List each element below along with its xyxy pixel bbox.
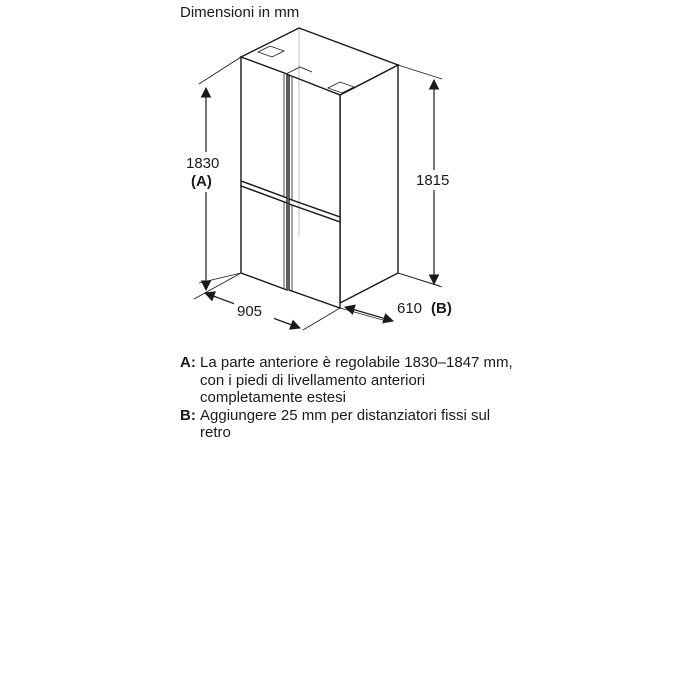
width-value: 905 [237, 303, 263, 320]
depth-arrow [345, 307, 393, 321]
upper-right-door [289, 75, 340, 217]
height-front-marker: (A) [191, 173, 212, 190]
note-b [180, 407, 520, 442]
witness-width-right [303, 308, 340, 330]
height-back-value: 1815 [416, 172, 450, 189]
fridge-illustration [241, 28, 398, 308]
fridge-side-face [340, 65, 398, 303]
witness-front-top [199, 57, 241, 84]
note-b-key: B: [180, 406, 196, 424]
note-a-key: A: [180, 354, 196, 371]
upper-left-door [241, 57, 287, 198]
witness-width-left [194, 273, 241, 299]
witness-back-top [398, 65, 442, 79]
note-a [180, 354, 520, 407]
lower-left-drawer [241, 186, 287, 290]
notes-list [180, 354, 520, 442]
note-a-text: La parte anteriore è regolabile 1830–1847 mm, con i piedi di livellamento anteriori completamente estesi [200, 354, 513, 407]
depth-marker: (B) [431, 300, 452, 317]
diagram-title: Dimensioni in mm [180, 4, 300, 21]
height-front-value: 1830 [186, 155, 220, 172]
lower-right-drawer [289, 204, 340, 308]
witness-depth-front [340, 308, 390, 322]
depth-value: 610 [397, 300, 423, 317]
note-b-text: Aggiungere 25 mm per distanziatori fissi sul retro [200, 406, 491, 442]
witness-front-bottom [199, 273, 241, 283]
